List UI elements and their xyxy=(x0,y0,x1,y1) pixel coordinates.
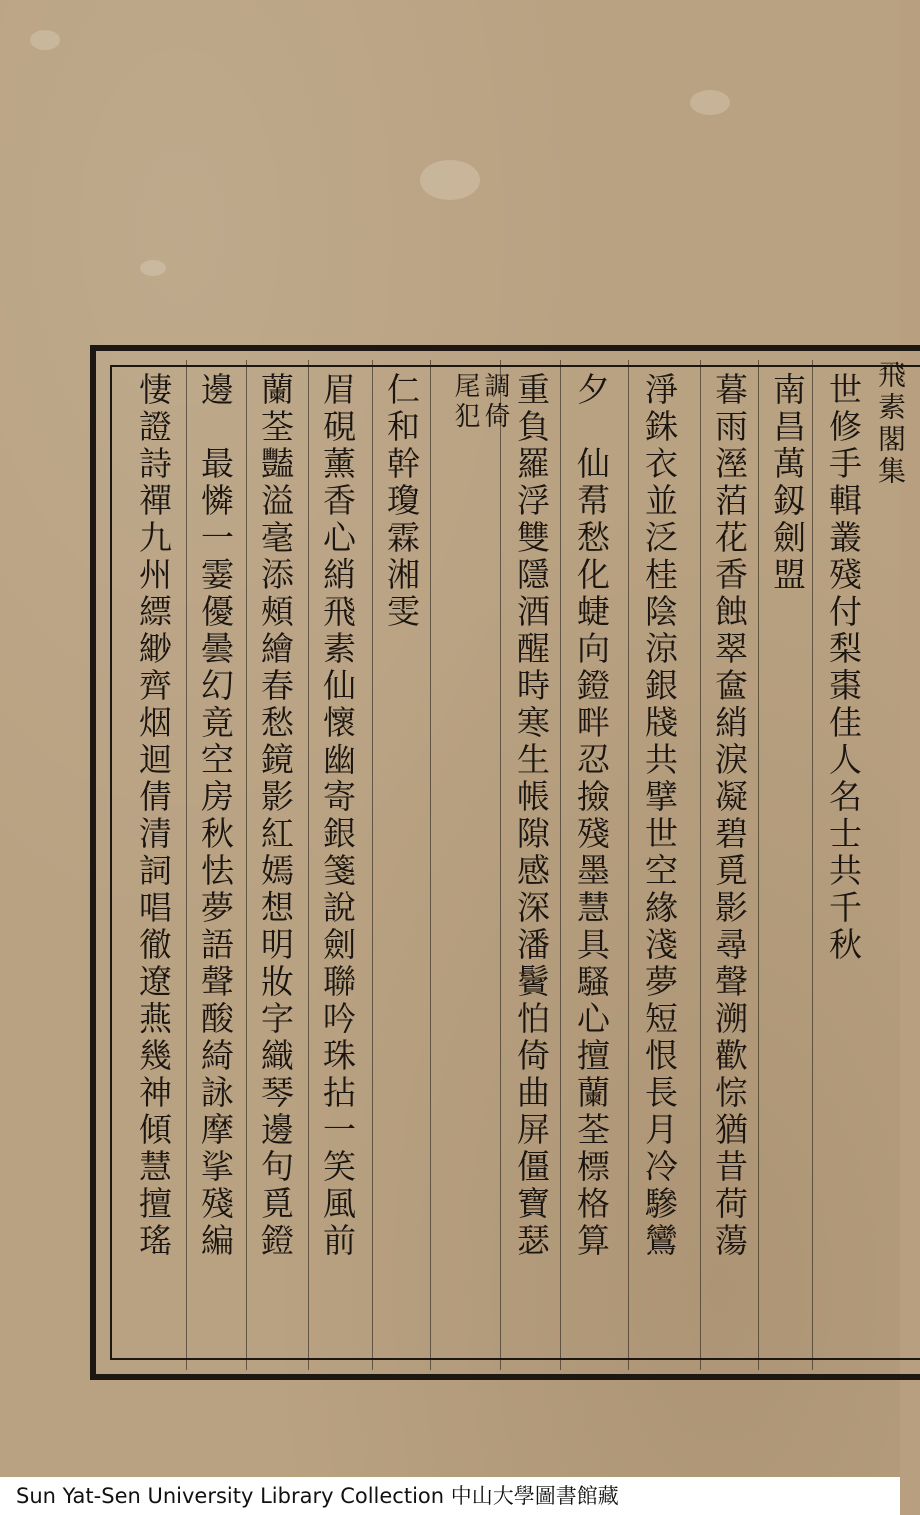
column-rule xyxy=(628,360,629,1370)
text-column-6: 重負羅浮雙隱酒醒時寒生帳隙感深潘鬢怕倚曲屏僵寶瑟 xyxy=(512,372,551,1260)
text-column-5: 夕 仙帬愁化蜨向鐙畔忍撿殘墨慧具騷心擅蘭荃標格算 xyxy=(572,372,611,1260)
author-line: 仁和幹瓊霖湘雯 xyxy=(382,372,421,631)
column-rule xyxy=(700,360,701,1370)
text-column-1: 世修手輯叢殘付梨棗佳人名士共千秋 xyxy=(824,372,863,964)
column-rule xyxy=(560,360,561,1370)
column-rule xyxy=(430,360,431,1370)
column-rule xyxy=(246,360,247,1370)
paper-stain xyxy=(140,260,166,276)
column-rule xyxy=(308,360,309,1370)
text-column-7: 眉硯薰香心綃飛素仙懷幽寄銀箋說劍聯吟珠拈一笑風前 xyxy=(318,372,357,1260)
text-column-10: 悽證詩禪九州縹緲齊烟迴倩清詞唱徹遼燕幾神傾慧擅瑤 xyxy=(134,372,173,1260)
text-column-8: 蘭荃豔溢毫添頰繪春愁鏡影紅嫣想明妝字織琴邊句覓鐙 xyxy=(256,372,295,1260)
paper-stain xyxy=(30,30,60,50)
text-column-2: 南昌萬釼劍盟 xyxy=(768,372,807,594)
edge-title: 飛素閣集 xyxy=(874,360,907,488)
paper-stain xyxy=(420,160,480,200)
collection-caption: Sun Yat-Sen University Library Collection 中山大學圖書館藏 xyxy=(0,1477,900,1515)
tune-label: 調倚 xyxy=(480,372,510,432)
text-column-3: 暮雨溼萡花香蝕翠奩綃淚凝碧覓影尋聲溯歡悰猶昔荷蕩 xyxy=(710,372,749,1260)
column-rule xyxy=(812,360,813,1370)
column-rule xyxy=(186,360,187,1370)
tune-name: 尾犯 xyxy=(450,372,480,432)
text-column-4: 淨銖衣並泛桂陰涼銀牋共擘世空緣淺夢短恨長月冷驂鸞 xyxy=(640,372,679,1260)
column-rule xyxy=(500,360,501,1370)
column-rule xyxy=(758,360,759,1370)
column-rule xyxy=(372,360,373,1370)
text-column-9: 邊 最憐一霎優曇幻竟空房秋怯夢語聲酸綺詠摩挲殘編 xyxy=(196,372,235,1260)
paper-stain xyxy=(690,90,730,115)
